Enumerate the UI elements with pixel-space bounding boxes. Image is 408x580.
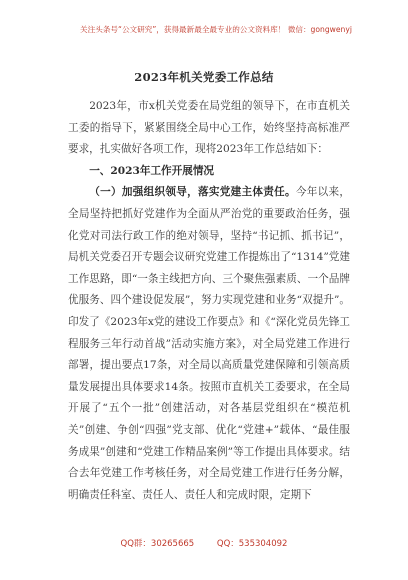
section-heading: 一、2023年工作开展情况 — [89, 164, 215, 177]
header-promo-note: 关注头条号“公文研究”，获得最新最全最专业的公文资料库！ 微信：gongwenyj — [80, 25, 352, 34]
subsection-heading: （一）加强组织领导，落实党建主体责任。 — [89, 186, 296, 199]
document-title: 2023年机关党委工作总结 — [134, 70, 274, 84]
footer-contact — [0, 538, 408, 550]
footer-qq-group: QQ群：30265665 — [120, 539, 195, 549]
intro-paragraph: 2023年，市x机关党委在局党组的领导下，在市直机关工委的指导下，紧紧围绕全局中心工作，始终坚持高标准严要求，扎实做好各项工作，现将2023年工作总结如下： — [68, 100, 350, 156]
subsection-body-text: 今年以来，全局坚持把抓好党建作为全面从严治党的重要政治任务，强化党对司法行政工作的绝对领导，坚持“书记抓、抓书记”，局机关党委召开专题会议研究党建工作提炼出了“1314”党建工作思路，即“一条主线把方向、三个聚焦强素质、一个品牌优服务、四个建设促发展”，努力实现党建和业务“双提升”。印发了《2023年x党的建设工作要点》和《“深化党员先锋工程服务三年行动首战”活动实施方案》，对全局党建工作进行部署，提出要点17条，对全局以高质量党建保障和引领高质量发展提出具体要求14条。按照市直机关工委要求，在全局开展了“五个一批”创建活动，对各基层党组织在“模范机关”创建、争创“四强”党支部、优化“党建+”载体、“最佳服务成果”创建和“党建工作精品案例”等工作提出具体要求。结合去年党建工作考核任务，对全局党建工作进行任务分解，明确责任科室、责任人、责任人和完成时限，定期下 — [68, 186, 351, 501]
document-body — [68, 96, 350, 506]
subsection-paragraph — [68, 182, 350, 506]
footer-qq-number: QQ：535304092 — [216, 539, 288, 549]
